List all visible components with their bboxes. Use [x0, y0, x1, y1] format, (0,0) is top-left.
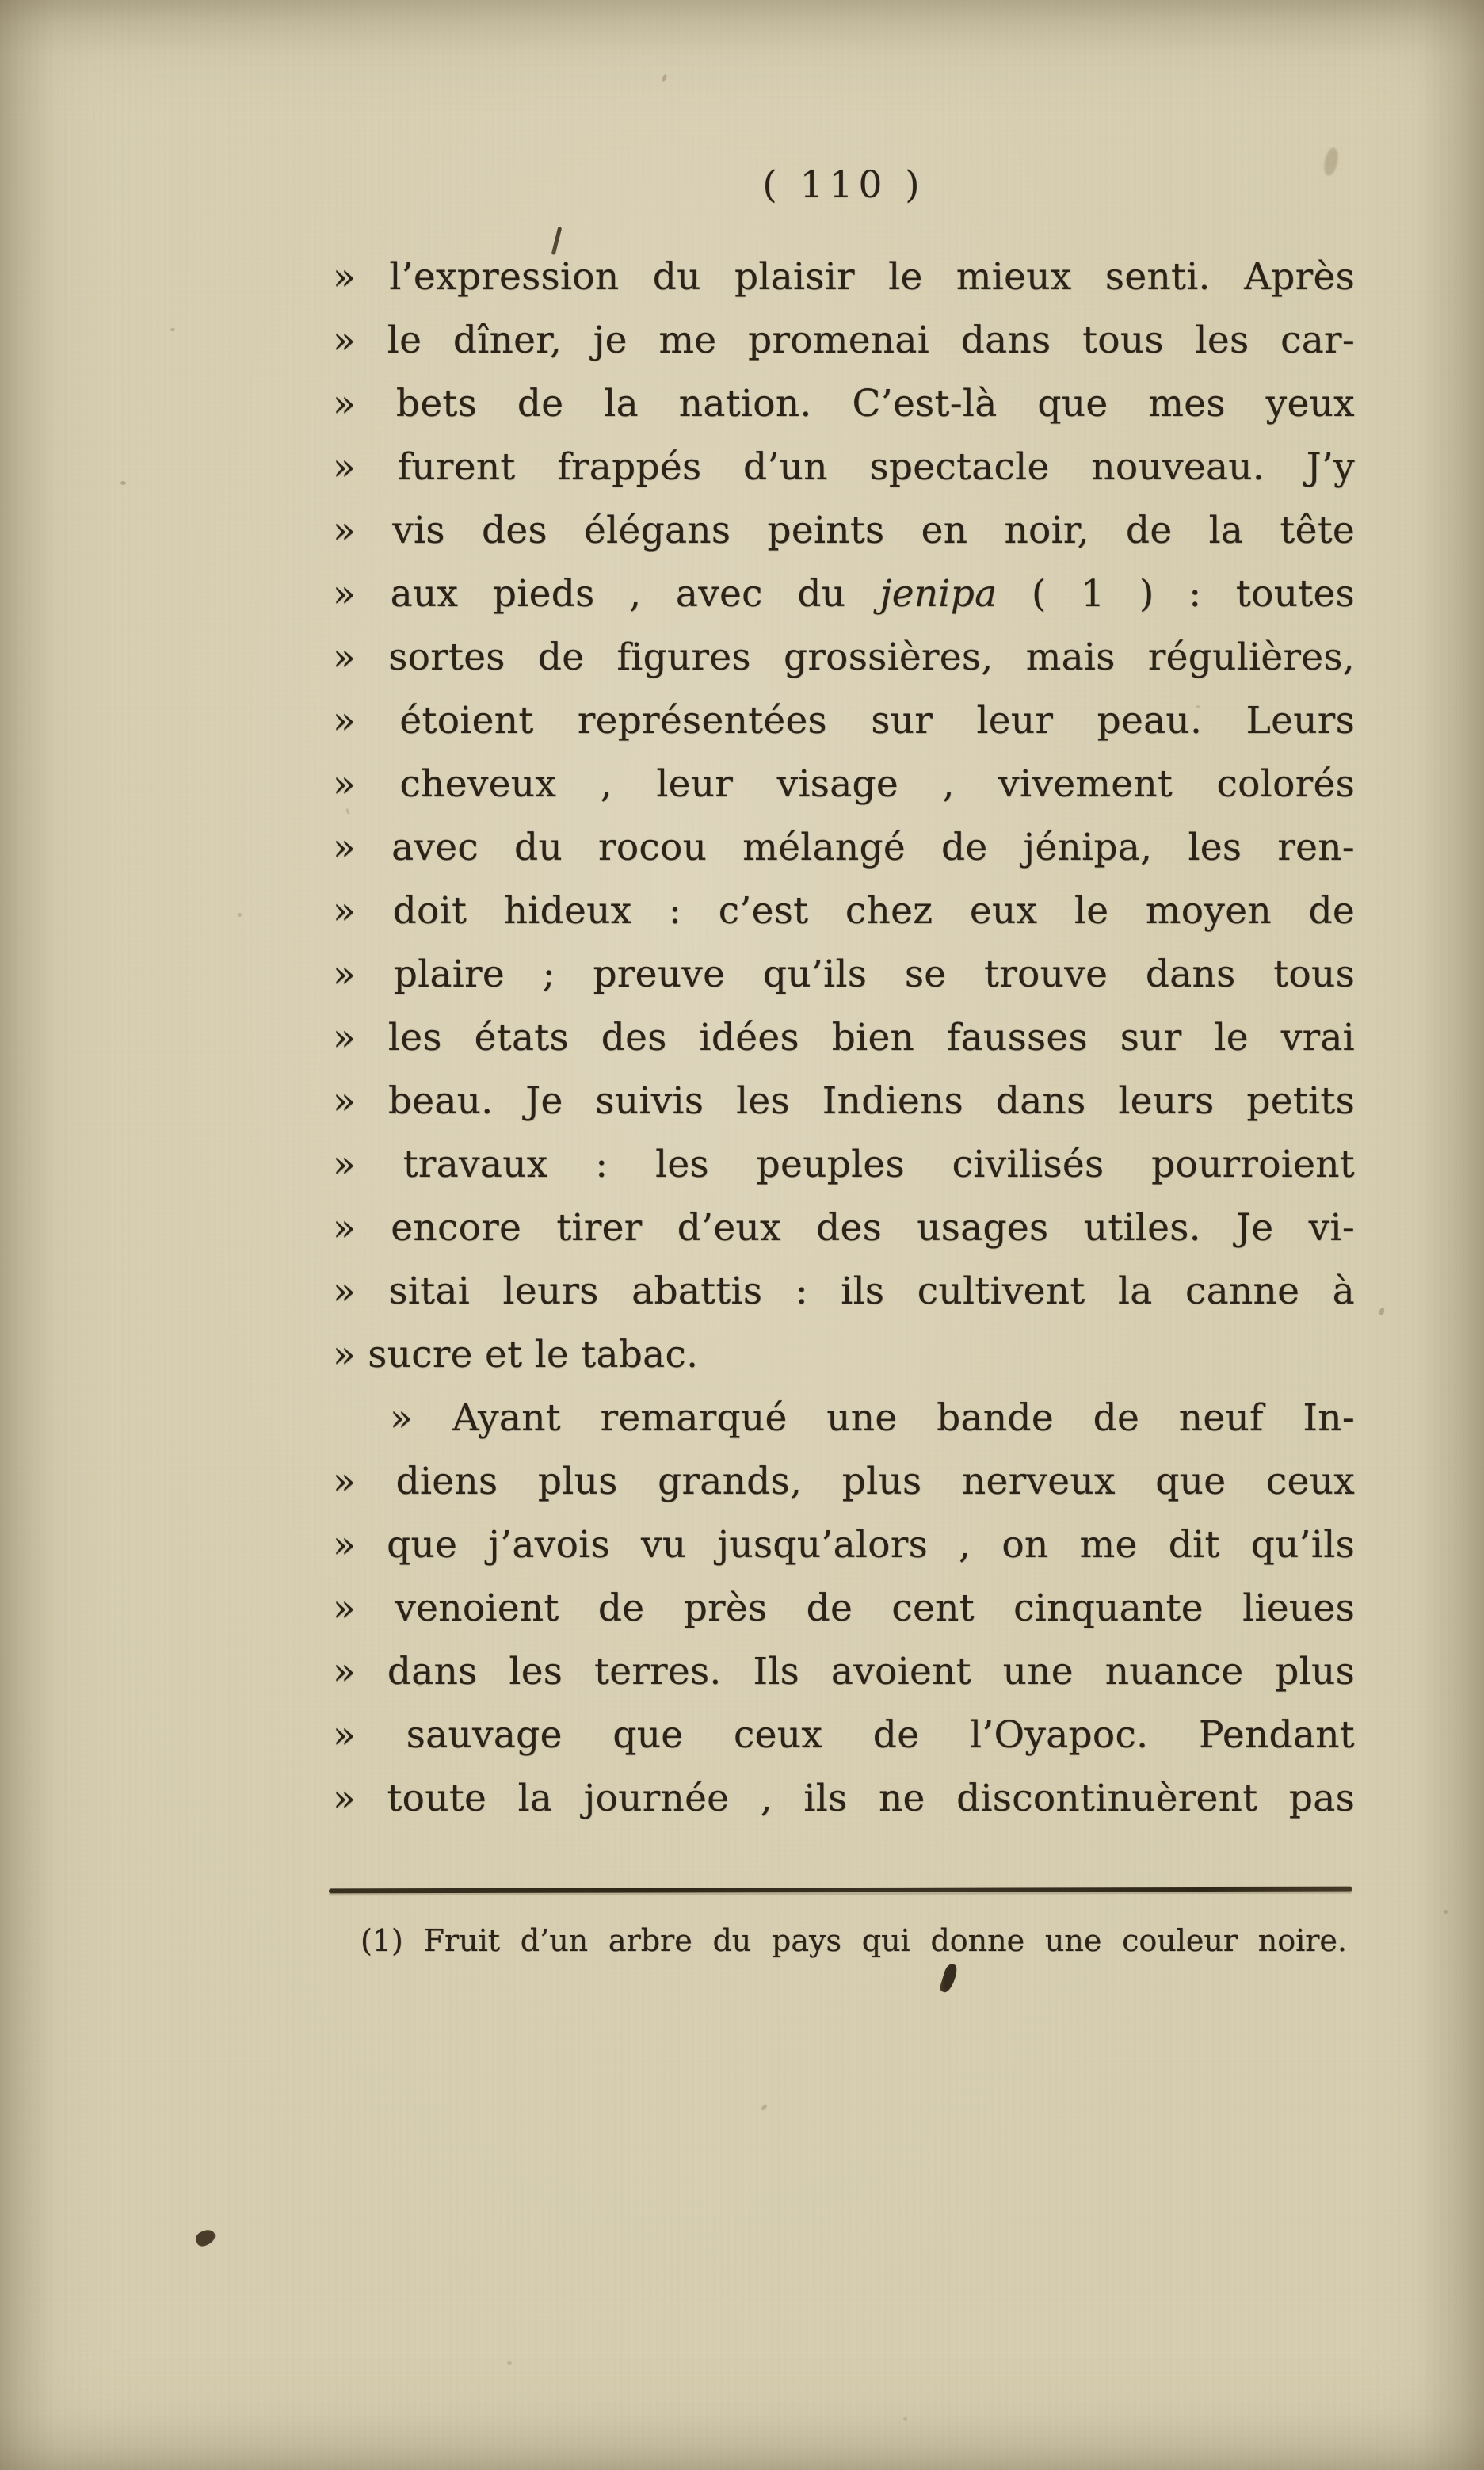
paper-speck: [903, 2417, 907, 2421]
text-line: [333, 1704, 1355, 1767]
text-segment: » les états des idées bien fausses sur le vrai: [333, 1016, 1355, 1059]
paper-speck: [120, 481, 126, 485]
text-segment: » sitai leurs abattis : ils cultivent la canne à: [333, 1269, 1355, 1313]
text-segment: ( 1 ) : toutes: [997, 572, 1355, 616]
text-segment: » dans les terres. Ils avoient une nuance plus: [333, 1650, 1355, 1693]
footnote-rule: [329, 1887, 1352, 1894]
text-line: [333, 816, 1355, 880]
paper-speck: [661, 74, 668, 82]
footnote: (1) Fruit d’un arbre du pays qui donne une couleur noire.: [361, 1923, 1347, 1958]
text-line: [333, 880, 1355, 943]
text-line: [333, 1640, 1355, 1704]
text-segment: » l’expression du plaisir le mieux senti. Après: [333, 255, 1355, 299]
paper-speck: [418, 1683, 422, 1687]
paper-speck: [170, 328, 175, 331]
text-line: [333, 499, 1355, 563]
page-number: ( 110 ): [762, 163, 925, 207]
text-segment: » diens plus grands, plus nerveux que ceux: [333, 1460, 1355, 1503]
text-segment: » toute la journée , ils ne discontinuèrent pas: [333, 1777, 1355, 1820]
text-line: [333, 1323, 1355, 1387]
text-line: [333, 1450, 1355, 1514]
text-line: [333, 1133, 1355, 1197]
text-segment: » cheveux , leur visage , vivement colorés: [333, 762, 1355, 806]
ink-drop-mark: [939, 1963, 959, 1995]
ink-blot-mark: [193, 2228, 217, 2249]
text-segment: » encore tirer d’eux des usages utiles. Je vi-: [333, 1206, 1355, 1250]
text-line: [333, 1006, 1355, 1070]
text-line: [333, 689, 1355, 753]
italic-word: jenipa: [879, 572, 998, 616]
text-segment: » étoient représentées sur leur peau. Leurs: [333, 699, 1355, 743]
paper-speck: [761, 2103, 769, 2111]
paper-speck: [1196, 705, 1200, 708]
text-segment: » doit hideux : c’est chez eux le moyen de: [333, 889, 1355, 933]
text-line: [333, 1767, 1355, 1831]
text-line: [333, 563, 1355, 626]
text-segment: » vis des élégans peints en noir, de la tête: [333, 509, 1355, 552]
paper-speck: [507, 2361, 512, 2365]
text-line: [333, 626, 1355, 689]
text-segment: » aux pieds , avec du: [333, 572, 880, 616]
paper-speck: [238, 913, 242, 917]
text-segment: » sauvage que ceux de l’Oyapoc. Pendant: [333, 1713, 1355, 1757]
text-segment: » plaire ; preuve qu’ils se trouve dans tous: [333, 952, 1355, 996]
text-line: [333, 1197, 1355, 1260]
text-segment: » furent frappés d’un spectacle nouveau. J’y: [333, 445, 1355, 489]
text-segment: » beau. Je suivis les Indiens dans leurs petits: [333, 1079, 1355, 1123]
text-segment: » travaux : les peuples civilisés pourroient: [333, 1143, 1355, 1186]
paper-speck: [1379, 1307, 1385, 1315]
text-line: [333, 309, 1355, 372]
text-line: [333, 753, 1355, 816]
text-line: [333, 436, 1355, 499]
paper-speck: [1444, 1910, 1448, 1914]
text-segment: » sucre et le tabac.: [333, 1333, 699, 1376]
text-segment: » que j’avois vu jusqu’alors , on me dit qu’ils: [333, 1523, 1355, 1567]
text-line: [333, 943, 1355, 1006]
text-segment: » venoient de près de cent cinquante lieues: [333, 1586, 1355, 1630]
text-segment: » le dîner, je me promenai dans tous les car-: [333, 319, 1355, 362]
text-line: [333, 1387, 1355, 1450]
text-line: [333, 1070, 1355, 1133]
text-segment: » Ayant remarqué une bande de neuf In-: [390, 1396, 1355, 1440]
text-line: [333, 1514, 1355, 1577]
text-segment: » sortes de figures grossières, mais régulières,: [333, 636, 1355, 679]
text-line: [333, 1577, 1355, 1640]
text-line: [333, 1260, 1355, 1323]
text-segment: » bets de la nation. C’est-là que mes yeux: [333, 382, 1355, 426]
text-block: [333, 246, 1355, 1831]
text-line: [333, 246, 1355, 309]
text-line: [333, 372, 1355, 436]
text-segment: » avec du rocou mélangé de jénipa, les ren-: [333, 826, 1355, 869]
